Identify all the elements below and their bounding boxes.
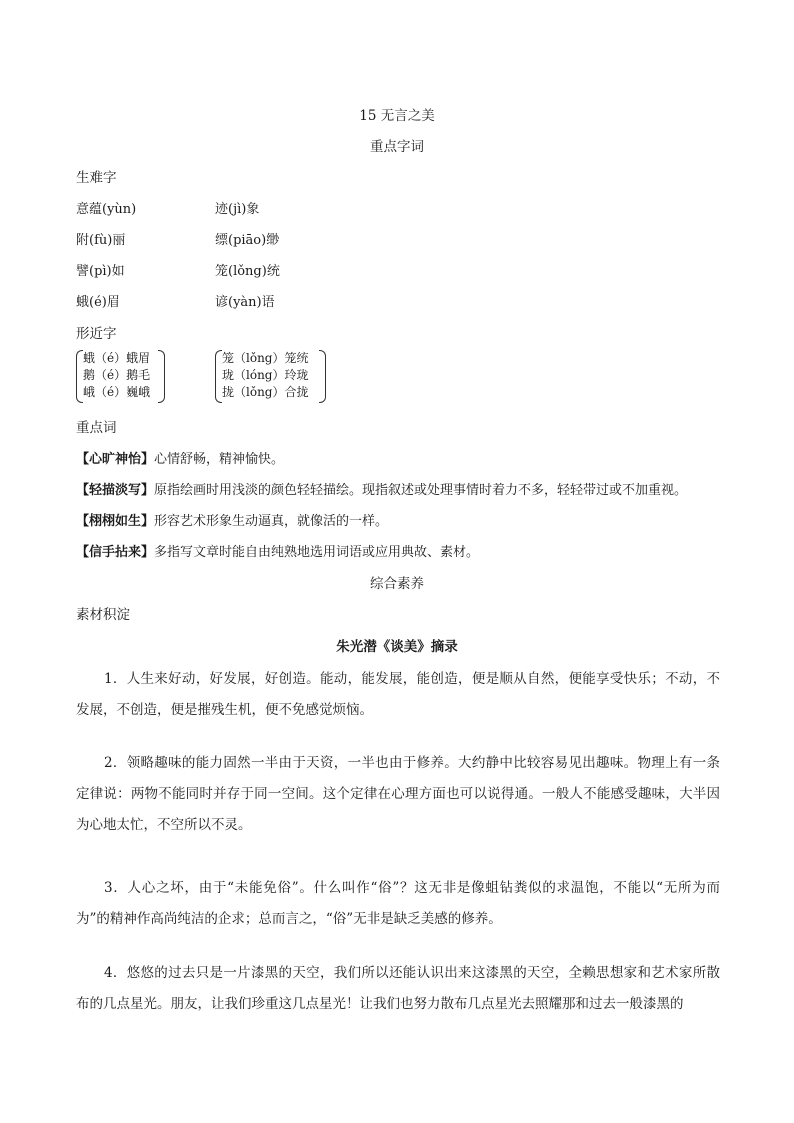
right-brace <box>319 350 326 403</box>
left-brace <box>215 350 222 403</box>
vocab-item: 迹(jì)象 <box>215 202 260 217</box>
vocab-item: 笼(lǒng)统 <box>215 264 280 279</box>
vocab-item: 谚(yàn)语 <box>215 295 275 310</box>
vocab-item: 意蕴(yùn) <box>76 202 137 217</box>
term-entry <box>76 448 284 467</box>
section-heading-literacy: 综合素养 <box>370 576 424 592</box>
section-heading-key-words: 重点字词 <box>370 139 424 155</box>
similar-chars-heading: 形近字 <box>76 326 117 342</box>
term-entry <box>76 510 388 529</box>
term-word: 【栩栩如生】 <box>76 514 155 529</box>
similar-char-row: 峨（é）巍峨 <box>83 385 151 399</box>
lesson-title: 15 无言之美 <box>359 108 435 124</box>
term-word: 【信手拈来】 <box>76 545 155 560</box>
vocab-item: 缥(piāo)缈 <box>215 233 280 248</box>
excerpt-paragraph: 4．悠悠的过去只是一片漆黑的天空，我们所以还能认识出来这漆黑的天空，全赖思想家和艺术家所散布的几点星光。朋友，让我们珍重这几点星光！让我们也努力散布几点星光去照耀那和过去一般漆黑的 <box>76 965 720 1012</box>
term-definition: 心情舒畅，精神愉快。 <box>154 452 285 467</box>
similar-char-row: 拢（lǒng）合拢 <box>222 385 309 399</box>
left-brace <box>76 350 83 403</box>
term-entry <box>76 479 687 498</box>
similar-char-row: 珑（lóng）玲珑 <box>222 368 309 382</box>
term-definition: 原指绘画时用浅淡的颜色轻轻描绘。现指叙述或处理事情时着力不多，轻轻带过或不加重视。 <box>154 483 688 498</box>
vocab-item: 附(fù)丽 <box>76 233 126 248</box>
similar-char-row: 笼（lǒng）笼统 <box>222 351 309 365</box>
term-definition: 多指写文章时能自由纯熟地选用词语或应用典故、素材。 <box>154 545 480 560</box>
term-word: 【轻描淡写】 <box>76 483 155 498</box>
term-word: 【心旷神怡】 <box>76 452 155 467</box>
vocab-item: 蛾(é)眉 <box>76 295 120 310</box>
excerpt-title: 朱光潜《谈美》摘录 <box>336 639 458 655</box>
excerpt-paragraph: 1．人生来好动，好发展，好创造。能动，能发展，能创造，便是顺从自然，便能享受快乐；不动，不发展，不创造，便是摧残生机，便不免感觉烦恼。 <box>76 671 720 718</box>
excerpt-paragraph: 3．人心之坏，由于“未能免俗”。什么叫作“俗”？这无非是像蛆钻粪似的求温饱，不能以“无所为而为”的精神作高尚纯洁的企求；总而言之，“俗”无非是缺乏美感的修养。 <box>76 880 720 927</box>
key-terms-heading: 重点词 <box>76 420 117 436</box>
similar-char-row: 鹅（é）鹅毛 <box>83 368 151 382</box>
right-brace <box>158 350 165 403</box>
similar-char-row: 蛾（é）蛾眉 <box>83 351 151 365</box>
vocab-item: 譬(pì)如 <box>76 264 125 279</box>
term-entry <box>76 541 479 560</box>
excerpt-paragraph: 2．领略趣味的能力固然一半由于天资，一半也由于修养。大约静中比较容易见出趣味。物理上有一条定律说：两物不能同时并存于同一空间。这个定律在心理方面也可以说得通。一般人不能感受趣味，大半因为心地太忙，不空所以不灵。 <box>76 755 720 833</box>
material-heading: 素材积淀 <box>76 607 130 623</box>
term-definition: 形容艺术形象生动逼真，就像活的一样。 <box>154 514 389 529</box>
difficult-chars-heading: 生难字 <box>76 170 117 186</box>
